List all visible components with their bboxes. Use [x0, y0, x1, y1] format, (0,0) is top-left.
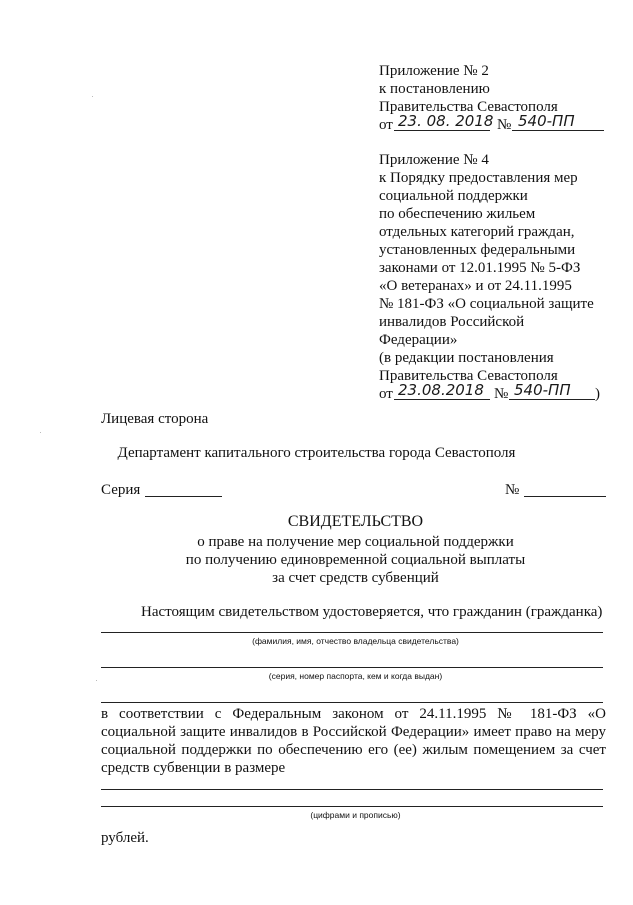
appendix-4-line: (в редакции постановления: [379, 350, 554, 366]
number-field-line: [524, 496, 606, 497]
certificate-subtitle-line: по получению единовременной социальной выплаты: [185, 552, 526, 568]
appendix-4-line: по обеспечению жильем: [379, 206, 536, 222]
scan-speck: [40, 432, 41, 433]
appendix-2-title: Приложение № 2: [379, 63, 489, 79]
blank-line: [101, 702, 603, 703]
rubles-label: рублей.: [101, 830, 149, 846]
passport-caption: (серия, номер паспорта, кем и когда выдан): [268, 671, 443, 681]
appendix-4-date-prefix: от: [379, 386, 393, 402]
appendix-4-number-prefix: №: [494, 386, 509, 402]
appendix-4-line: инвалидов Российской: [379, 314, 525, 330]
certificate-subtitle-line: о праве на получение мер социальной поддержки: [197, 534, 514, 550]
passport-line: [101, 667, 603, 668]
date-underline: [394, 130, 490, 131]
appendix-4-line: Правительства Севастополя: [379, 368, 558, 384]
appendix-4-line: законами от 12.01.1995 № 5-ФЗ: [379, 260, 581, 276]
number-underline: [509, 399, 595, 400]
handwritten-number: 540-ПП: [514, 381, 571, 399]
appendix-4-line: Федерации»: [379, 332, 458, 348]
series-field-line: [145, 496, 222, 497]
intro-text: Настоящим свидетельством удостоверяется, что гражданин (гражданка): [141, 604, 603, 620]
amount-line: [101, 789, 603, 790]
amount-line: [101, 806, 603, 807]
number-label: №: [505, 482, 520, 498]
appendix-2-line: к постановлению: [379, 81, 490, 97]
department-name: Департамент капитального строительства города Севастополя: [117, 445, 516, 461]
appendix-4-line: № 181-ФЗ «О социальной защите: [379, 296, 594, 312]
scan-speck: [92, 96, 93, 97]
handwritten-date: 23. 08. 2018: [398, 112, 494, 130]
appendix-4-line: социальной поддержки: [379, 188, 528, 204]
certificate-subtitle-line: за счет средств субвенций: [272, 570, 439, 586]
number-underline: [512, 130, 604, 131]
appendix-2-number-prefix: №: [497, 117, 512, 133]
appendix-2-date-prefix: от: [379, 117, 393, 133]
handwritten-date: 23.08.2018: [398, 381, 484, 399]
appendix-4-line: отдельных категорий граждан,: [379, 224, 575, 240]
certificate-title: СВИДЕТЕЛЬСТВО: [287, 513, 424, 530]
series-label: Серия: [101, 482, 141, 498]
rights-paragraph: в соответствии с Федеральным законом от 24.11.1995 № 181-ФЗ «О социальной защите инвалидов в Российской Федерации» имеет право на меру социальной поддержки по обеспечению его (ее) жилым помещением за счет средств субвенции в размере: [101, 706, 606, 776]
close-paren: ): [595, 386, 600, 402]
appendix-4-line: «О ветеранах» и от 24.11.1995: [379, 278, 572, 294]
holder-name-line: [101, 632, 603, 633]
appendix-4-line: Приложение № 4: [379, 152, 489, 168]
holder-name-caption: (фамилия, имя, отчество владельца свидетельства): [252, 636, 459, 646]
amount-caption: (цифрами и прописью): [310, 810, 401, 820]
appendix-4-line: к Порядку предоставления мер: [379, 170, 578, 186]
face-side-label: Лицевая сторона: [101, 411, 209, 427]
handwritten-number: 540-ПП: [518, 112, 575, 130]
date-underline: [394, 399, 490, 400]
appendix-2-line: Правительства Севастополя: [379, 99, 558, 115]
appendix-4-line: установленных федеральными: [379, 242, 576, 258]
